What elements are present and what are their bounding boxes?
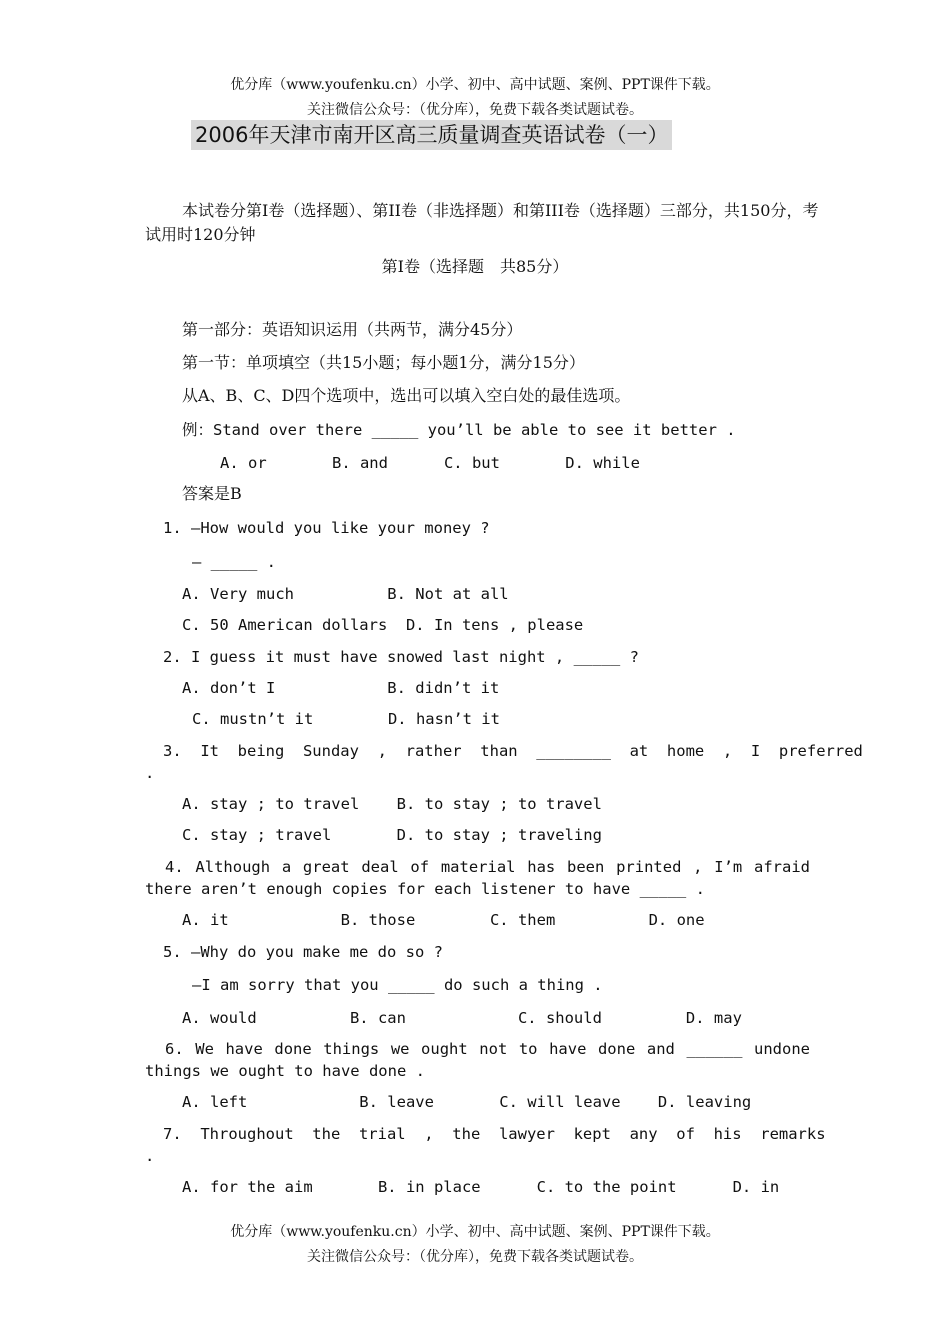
question-6-stem: 6. We have done things we ought not to have done and ______ undone things we ought to have done . [145,1040,810,1080]
intro-paragraph: 本试卷分第Ⅰ卷（选择题）、第II卷（非选择题）和第III卷（选择题）三部分，共150分，考试用时120分钟 [145,201,819,244]
question-2-options-ab: A. don’t I B. didn’t it [182,679,500,697]
question-7-options: A. for the aim B. in place C. to the point D. in [182,1178,780,1196]
question-3-stem: 3. It being Sunday , rather than ________ at home , I preferred [163,742,863,760]
question-1-options-cd: C. 50 American dollars D. In tens , please [182,616,584,634]
part-heading: 第一部分：英语知识运用（共两节，满分45分） [182,320,523,339]
volume-title: 第Ⅰ卷（选择题 共85分） [381,257,569,276]
question-6-options: A. left B. leave C. will leave D. leaving [182,1093,752,1111]
question-3-options-cd: C. stay ; travel D. to stay ; traveling [182,826,602,844]
footer-line-1: 优分库（www.youfenku.cn）小学、初中、高中试题、案例、PPT课件下载。 [230,1224,720,1240]
header-line-1: 优分库（www.youfenku.cn）小学、初中、高中试题、案例、PPT课件下载。 [230,77,720,93]
question-5-reply: —I am sorry that you _____ do such a thing . [192,976,603,994]
question-7-stem: 7. Throughout the trial , the lawyer kept any of his remarks [163,1125,826,1143]
example-stem: 例：Stand over there _____ you’ll be able to see it better . [182,421,736,439]
section-heading: 第一节：单项填空（共15小题；每小题1分，满分15分） [182,353,585,372]
instruction-text: 从A、B、C、D四个选项中，选出可以填入空白处的最佳选项。 [182,386,631,405]
question-1-stem: 1. —How would you like your money ? [163,519,490,537]
question-5-options: A. would B. can C. should D. may [182,1009,742,1027]
question-3-stem-cont: . [145,764,155,782]
header-line-2: 关注微信公众号：（优分库），免费下载各类试题试卷。 [307,102,643,118]
example-options: A. or B. and C. but D. while [220,454,640,472]
question-7-stem-cont: . [145,1147,155,1165]
question-4-options: A. it B. those C. them D. one [182,911,705,929]
example-answer: 答案是B [182,484,242,503]
question-2-stem: 2. I guess it must have snowed last night , _____ ? [163,648,639,666]
question-3-options-ab: A. stay ; to travel B. to stay ; to travel [182,795,602,813]
footer-line-2: 关注微信公众号：（优分库），免费下载各类试题试卷。 [307,1249,643,1265]
question-1-options-ab: A. Very much B. Not at all [182,585,509,603]
question-4-stem: 4. Although a great deal of material has been printed , I’m afraid there aren’t enough copies for each listener to have _____ . [145,858,810,898]
question-5-stem: 5. —Why do you make me do so ? [163,943,443,961]
exam-title: 2006年天津市南开区高三质量调查英语试卷（一） [191,120,672,150]
question-1-reply: — _____ . [192,553,276,571]
question-2-options-cd: C. mustn’t it D. hasn’t it [192,710,500,728]
